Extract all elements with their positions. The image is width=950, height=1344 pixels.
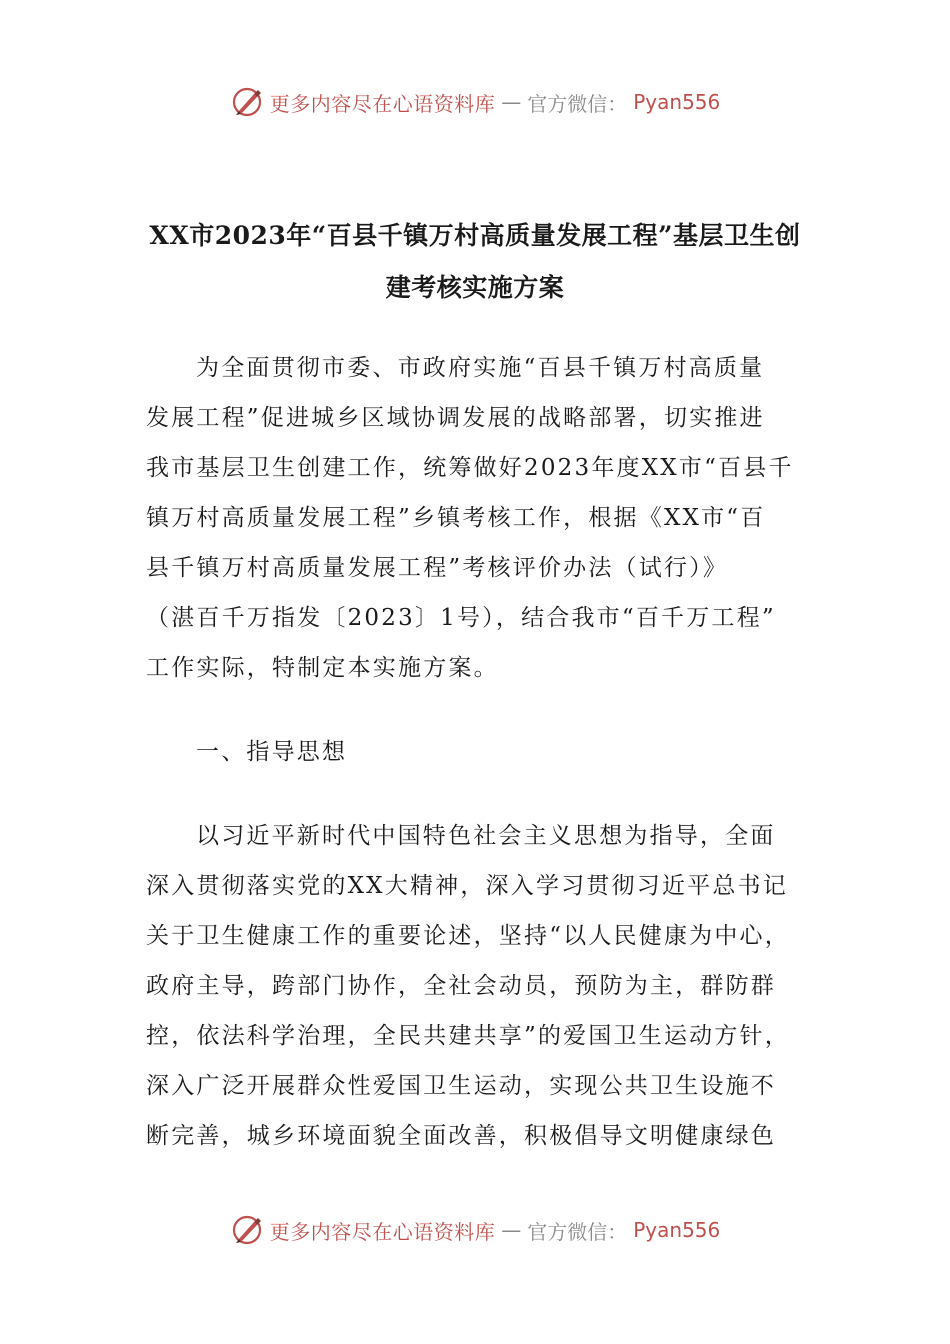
paragraph-line: 断完善，城乡环境面貌全面改善，积极倡导文明健康绿色 xyxy=(146,1123,776,1149)
title-line: XX市2023年“百县千镇万村高质量发展工程”基层卫生创 xyxy=(149,221,801,250)
banner-wechat-label: 官方微信： xyxy=(527,1219,628,1244)
paragraph-line: 深入贯彻落实党的XX大精神，深入学习贯彻习近平总书记 xyxy=(146,873,788,899)
paragraph-line: 以习近平新时代中国特色社会主义思想为指导，全面 xyxy=(196,823,776,849)
paragraph-line: （湛百千万指发〔2023〕1号），结合我市“百千万工程” xyxy=(146,605,776,631)
section-heading-text: 一、指导思想 xyxy=(196,739,348,765)
paragraph-line: 关于卫生健康工作的重要论述，坚持“以人民健康为中心， xyxy=(146,923,790,949)
pen-logo-icon xyxy=(230,1213,264,1247)
section-heading xyxy=(146,727,806,777)
banner-wechat-id: Pyan556 xyxy=(633,90,721,114)
banner-brand-text: 更多内容尽在心语资料库 xyxy=(269,91,496,116)
banner-wechat-label: 官方微信： xyxy=(527,91,628,116)
paragraph-line: 控，依法科学治理，全民共建共享”的爱国卫生运动方针， xyxy=(146,1023,790,1049)
header-banner xyxy=(0,82,950,122)
banner-wechat-id: Pyan556 xyxy=(633,1218,721,1242)
paragraph-line: 发展工程”促进城乡区域协调发展的战略部署，切实推进 xyxy=(146,405,765,431)
paragraph-line: 县千镇万村高质量发展工程”考核评价办法（试行）》 xyxy=(146,555,729,581)
paragraph-line: 深入广泛开展群众性爱国卫生运动，实现公共卫生设施不 xyxy=(146,1073,776,1099)
paragraph-line: 为全面贯彻市委、市政府实施“百县千镇万村高质量 xyxy=(196,355,765,381)
guiding-ideology-paragraph xyxy=(146,811,806,1161)
document-title xyxy=(140,210,810,314)
intro-paragraph xyxy=(146,343,806,693)
paragraph-line: 工作实际，特制定本实施方案。 xyxy=(146,655,499,681)
title-line: 建考核实施方案 xyxy=(385,273,565,302)
pen-logo-icon xyxy=(230,85,264,119)
banner-separator: — xyxy=(501,90,522,114)
footer-banner xyxy=(0,1210,950,1250)
banner-separator: — xyxy=(501,1218,522,1242)
paragraph-line: 镇万村高质量发展工程”乡镇考核工作，根据《XX市“百 xyxy=(146,505,766,531)
paragraph-line: 政府主导，跨部门协作，全社会动员，预防为主，群防群 xyxy=(146,973,776,999)
paragraph-line: 我市基层卫生创建工作，统筹做好2023年度XX市“百县千 xyxy=(146,455,794,481)
banner-brand-text: 更多内容尽在心语资料库 xyxy=(269,1219,496,1244)
